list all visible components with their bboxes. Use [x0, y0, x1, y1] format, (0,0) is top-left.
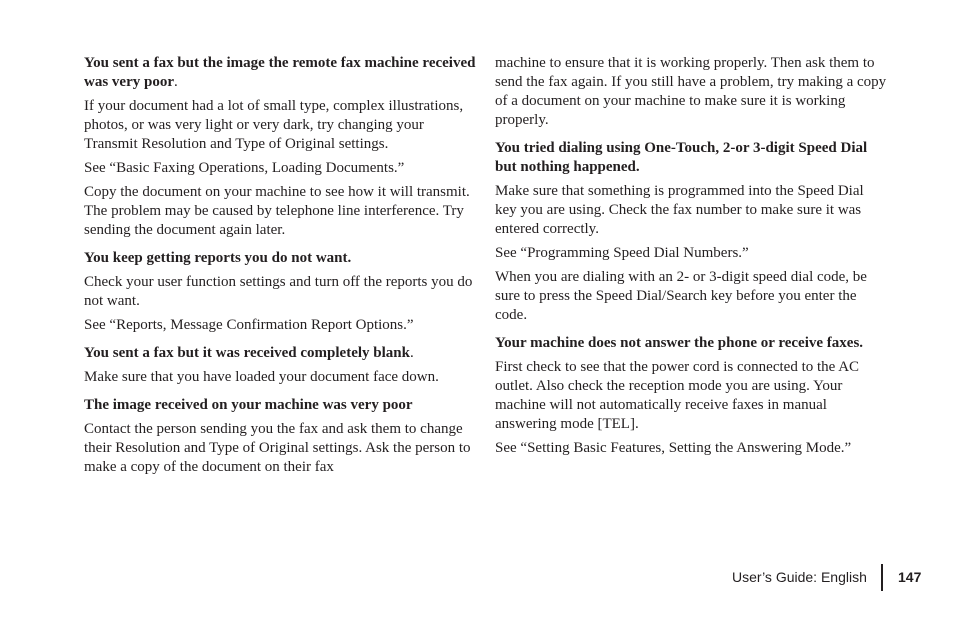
paragraph-small-type-advice: If your document had a lot of small type, complex illustrations, photos, or was very light or very dark, try changing your Transmit Resolution and Type of Original settings.	[84, 98, 464, 152]
paragraph-see-loading-documents: See “Basic Faxing Operations, Loading Documents.”	[84, 160, 405, 176]
section-heading-no-answer: Your machine does not answer the phone or receive faxes.	[495, 335, 864, 351]
paragraph-face-down: Make sure that you have loaded your document face down.	[84, 369, 439, 385]
section-heading-poor-remote-image: You sent a fax but the image the remote fax machine received was very poor.	[84, 55, 476, 90]
section-heading-poor-received-image: The image received on your machine was very poor	[84, 397, 413, 413]
right-column	[495, 54, 887, 458]
paragraph-turn-off-reports: Check your user function settings and turn off the reports you do not want.	[84, 274, 473, 309]
section-heading-speed-dial-failed: You tried dialing using One-Touch, 2-or 3-digit Speed Dial but nothing happened.	[495, 140, 868, 175]
paragraph-see-answering-mode: See “Setting Basic Features, Setting the Answering Mode.”	[495, 440, 852, 456]
footer-divider	[881, 564, 883, 591]
paragraph-contact-sender: Contact the person sending you the fax and ask them to change their Resolution and Type of Original settings. Ask the person to make a copy of the document on their fax	[84, 421, 471, 475]
section-heading-blank-fax: You sent a fax but it was received completely blank.	[84, 345, 414, 361]
paragraph-check-speed-dial: Make sure that something is programmed into the Speed Dial key you are using. Check the fax number to make sure it was entered correctly.	[495, 183, 864, 237]
footer-guide-label: User’s Guide: English	[732, 569, 867, 585]
paragraph-check-power-cord: First check to see that the power cord is connected to the AC outlet. Also check the reception mode you are using. Your machine will not automatically receive faxes in manual answering mode [TEL].	[495, 359, 860, 432]
page-number: 147	[898, 569, 922, 585]
left-column	[84, 54, 476, 477]
paragraph-see-reports-options: See “Reports, Message Confirmation Report Options.”	[84, 317, 414, 333]
paragraph-contact-sender-continued: machine to ensure that it is working properly. Then ask them to send the fax again. If you still have a problem, try making a copy of a document on your machine to make sure it is working properly.	[495, 55, 887, 128]
paragraph-speed-dial-search-key: When you are dialing with an 2- or 3-digit speed dial code, be sure to press the Speed Dial/Search key before you enter the code.	[495, 269, 867, 323]
paragraph-see-programming-speed-dial: See “Programming Speed Dial Numbers.”	[495, 245, 749, 261]
paragraph-copy-document-advice: Copy the document on your machine to see how it will transmit. The problem may be caused by telephone line interference. Try sending the document again later.	[84, 184, 470, 238]
section-heading-unwanted-reports: You keep getting reports you do not want.	[84, 250, 352, 266]
